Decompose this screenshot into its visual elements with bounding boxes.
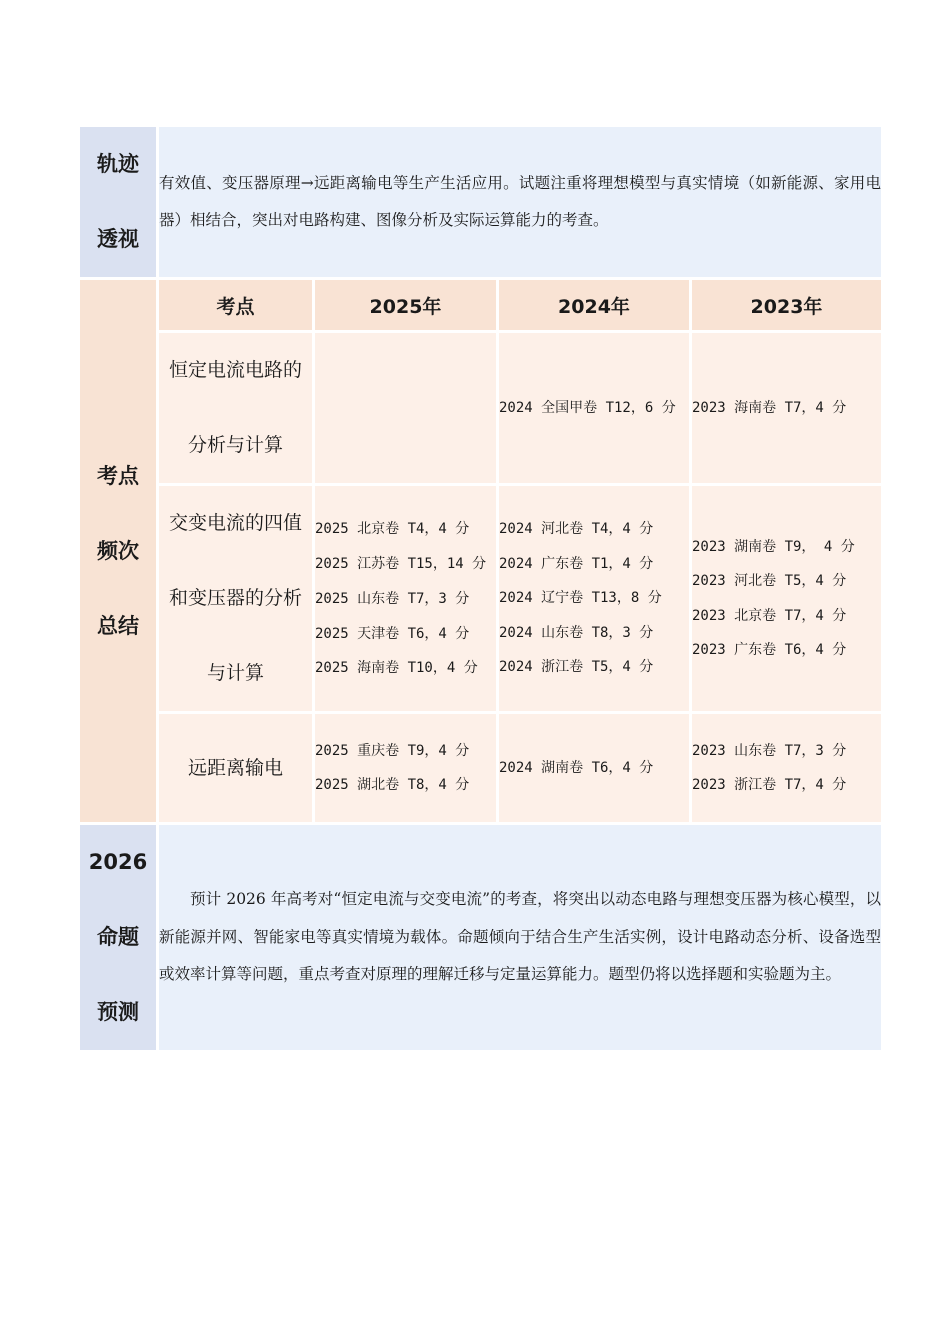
section-prediction-label	[80, 825, 156, 1050]
label-line: 命题	[97, 925, 139, 949]
exam-entry: 2025 海南卷 T10，4 分	[315, 660, 478, 676]
exam-entry: 2024 全国甲卷 T12，6 分	[499, 399, 676, 416]
topic-line: 远距离输电	[187, 756, 283, 779]
frequency-header-row	[80, 280, 881, 330]
cell-2025	[315, 714, 496, 822]
analysis-table	[77, 124, 884, 1053]
exam-entry: 2023 北京卷 T7，4 分	[692, 607, 847, 624]
exam-entry: 2023 河北卷 T5，4 分	[692, 573, 847, 589]
label-line: 2026	[88, 850, 148, 874]
label-line: 透视	[97, 227, 139, 251]
table-row	[80, 486, 881, 711]
header-year-2025: 2025年	[315, 280, 496, 330]
exam-entry: 2023 海南卷 T7，4 分	[692, 399, 847, 416]
exam-entry: 2023 湖南卷 T9， 4 分	[692, 538, 855, 555]
exam-entry: 2023 浙江卷 T7，4 分	[692, 777, 847, 793]
topic-line: 交变电流的四值	[168, 512, 302, 534]
section-trajectory-label	[80, 127, 156, 277]
exam-entry: 2023 山东卷 T7，3 分	[692, 742, 847, 759]
exam-entry: 2024 湖南卷 T6，4 分	[499, 759, 654, 776]
header-topic: 考点	[159, 280, 312, 330]
cell-2023	[692, 486, 881, 711]
table-row	[80, 333, 881, 483]
cell-2025	[315, 486, 496, 711]
section-trajectory-text: 有效值、变压器原理→远距离输电等生产生活应用。试题注重将理想模型与真实情境（如新能源、家用电器）相结合，突出对电路构建、图像分析及实际运算能力的考查。	[159, 127, 881, 277]
exam-entry: 2025 重庆卷 T9，4 分	[315, 742, 470, 759]
exam-entry: 2024 河北卷 T4，4 分	[499, 521, 654, 538]
cell-2023	[692, 333, 881, 483]
cell-2024	[499, 486, 689, 711]
topic-line: 分析与计算	[187, 434, 283, 456]
exam-entry: 2025 山东卷 T7，3 分	[315, 591, 470, 607]
exam-entry: 2024 山东卷 T8，3 分	[499, 624, 654, 641]
header-year-2023: 2023年	[692, 280, 881, 330]
topic-line: 和变压器的分析	[168, 587, 302, 609]
label-line: 总结	[97, 613, 139, 638]
table-row	[80, 714, 881, 822]
topic-cell	[159, 486, 312, 711]
cell-2024	[499, 714, 689, 822]
exam-entry: 2025 天津卷 T6，4 分	[315, 625, 470, 642]
exam-entry: 2024 浙江卷 T5，4 分	[499, 659, 654, 676]
label-line: 预测	[97, 1000, 139, 1024]
exam-entry: 2024 广东卷 T1，4 分	[499, 555, 654, 572]
topic-cell	[159, 714, 312, 822]
exam-entry: 2023 广东卷 T6，4 分	[692, 642, 847, 658]
label-line: 轨迹	[97, 152, 139, 176]
label-line: 考点	[97, 463, 139, 488]
section-prediction-text: 预计 2026 年高考对“恒定电流与交变电流”的考查，将突出以动态电路与理想变压器为核心模型，以新能源并网、智能家电等真实情境为载体。命题倾向于结合生产生活实例，设计电路动态分析、设备选型或效率计算等问题，重点考查对原理的理解迁移与定量运算能力。题型仍将以选择题和实验题为主。	[159, 825, 881, 1050]
cell-2023	[692, 714, 881, 822]
exam-entry: 2025 江苏卷 T15，14 分	[315, 556, 487, 572]
label-line: 频次	[97, 538, 139, 563]
topic-line: 恒定电流电路的	[168, 359, 302, 381]
section-prediction-row	[80, 825, 881, 1050]
exam-entry: 2025 湖北卷 T8，4 分	[315, 777, 470, 793]
cell-2025	[315, 333, 496, 483]
exam-entry: 2024 辽宁卷 T13，8 分	[499, 590, 662, 607]
topic-cell	[159, 333, 312, 483]
topic-line: 与计算	[206, 662, 264, 684]
section-frequency-label	[80, 280, 156, 822]
cell-2024	[499, 333, 689, 483]
exam-entry: 2025 北京卷 T4，4 分	[315, 520, 470, 537]
header-year-2024: 2024年	[499, 280, 689, 330]
section-trajectory-row	[80, 127, 881, 277]
